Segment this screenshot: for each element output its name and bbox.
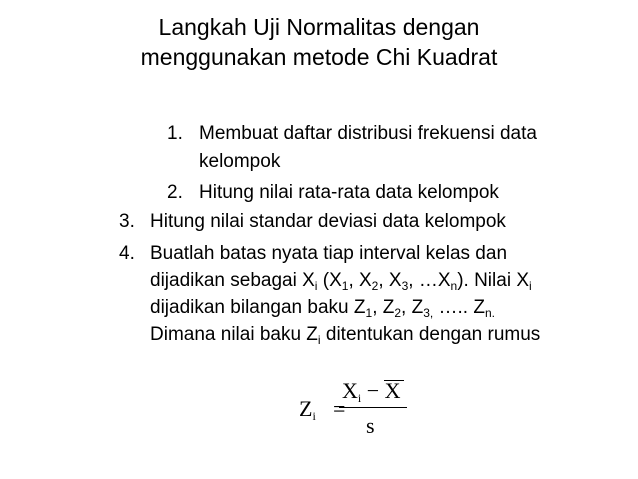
step-text-cont: Dimana nilai baku $Z_i$ ditentukan dengan rumus	[150, 324, 541, 347]
step-number: 2.	[167, 182, 183, 203]
formula-numerator: $X_i - X$	[342, 378, 401, 405]
mean-overbar	[384, 380, 404, 381]
formula-lhs: $Z_i$	[299, 396, 316, 423]
step-text-cont: dijadikan sebagai $X_i$ ($X_1$, $X_2$, $X_3$, $\dots X_n$). Nilai $X_i$	[150, 270, 532, 293]
step-text: Hitung nilai standar deviasi data kelompok	[150, 211, 506, 232]
step-number: 1.	[167, 123, 183, 144]
step-text: Membuat daftar distribusi frekuensi data	[199, 123, 537, 144]
step-number: 3.	[119, 211, 135, 232]
formula-denominator: s	[366, 413, 375, 438]
slide-title	[0, 12, 638, 72]
step-text: Hitung nilai rata-rata data kelompok	[199, 182, 499, 203]
formula-equals: =	[333, 396, 346, 421]
step-number: 4.	[119, 243, 135, 264]
step-text-cont: dijadikan bilangan baku $Z_1$, $Z_2$, $Z_{3,}$ ….. $Z_{n.}$	[150, 297, 495, 320]
fraction-bar	[339, 407, 407, 408]
step-text-cont: kelompok	[199, 151, 281, 172]
title-line-1: Langkah Uji Normalitas dengan	[158, 14, 480, 40]
title-line-2: menggunakan metode Chi Kuadrat	[140, 44, 498, 70]
step-text: Buatlah batas nyata tiap interval kelas dan	[150, 243, 508, 264]
